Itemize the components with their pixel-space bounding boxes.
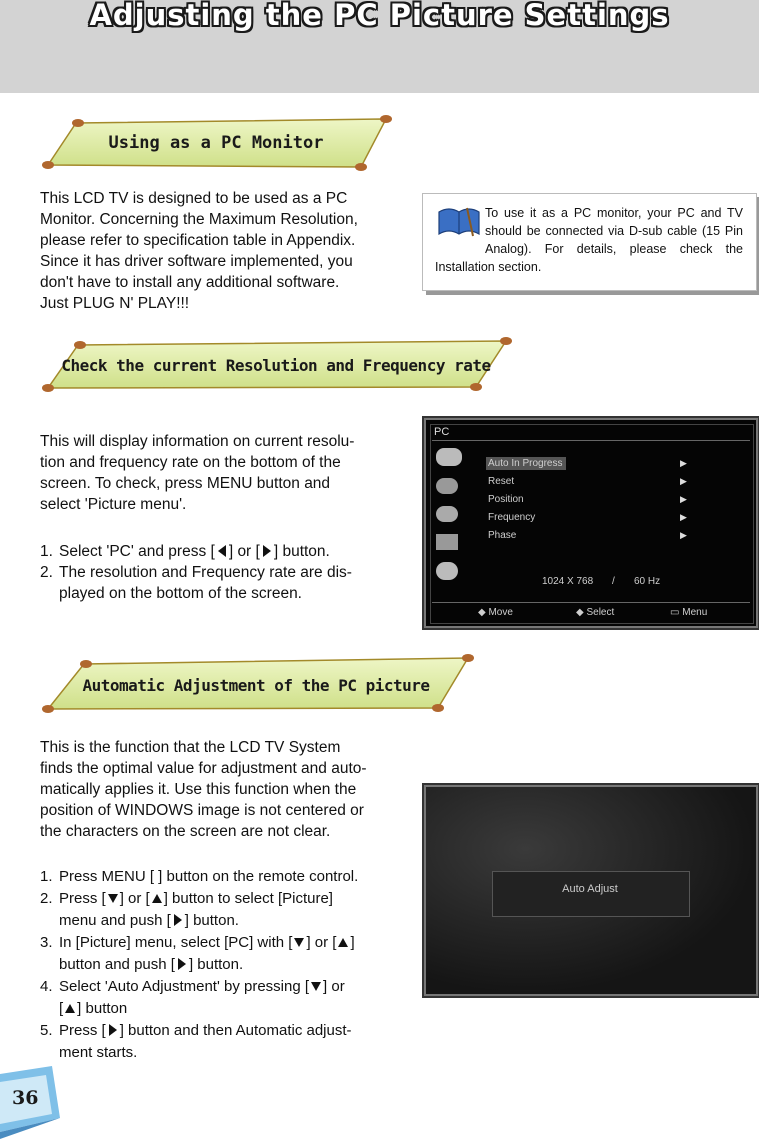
osd-screenshot-pc-menu [424, 418, 758, 628]
osd-separator: / [612, 576, 615, 587]
section-heading: Check the current Resolution and Frequency rate [61, 356, 491, 375]
text-line: matically applies it. Use this function when the [40, 781, 357, 798]
function-icon [436, 562, 458, 580]
step-number: 2. [40, 890, 53, 907]
list-item [40, 976, 385, 1020]
osd-resolution-readout: 1024 X 768 [542, 576, 594, 587]
step-text: The resolution and Frequency rate are dis- [59, 564, 352, 581]
list-item [40, 888, 385, 932]
step-text: ] button. [184, 912, 239, 929]
osd-screenshot-auto-adjust [424, 785, 758, 996]
chevron-right-icon: ▶ [680, 512, 687, 522]
picture-icon [436, 448, 462, 466]
setup-icon [436, 506, 458, 522]
osd-footer-move: ◆ Move [478, 607, 513, 618]
step-number: 2. [40, 564, 53, 581]
up-arrow-key-icon [151, 891, 163, 905]
text-line: This is the function that the LCD TV System [40, 739, 341, 756]
step-text: ment starts. [59, 1044, 138, 1061]
pc-monitor-paragraph [40, 188, 385, 314]
step-text: ] or [ [119, 890, 150, 907]
note-text: To use it as a PC monitor, your PC and TV should be connected via D-sub cable (15 Pin Analog). For details, please check the Installation section. [435, 206, 743, 274]
step-number: 1. [40, 543, 53, 560]
page-title: Adjusting the PC Picture Settings [89, 0, 670, 32]
up-arrow-key-icon [64, 1001, 76, 1015]
list-item [40, 562, 385, 604]
section-heading: Automatic Adjustment of the PC picture [82, 676, 430, 695]
step-number: 5. [40, 1022, 53, 1039]
step-text: button and push [ [59, 956, 175, 973]
text-line: don't have to install any additional software. [40, 274, 340, 291]
step-text: ] button and then Automatic adjust- [119, 1022, 352, 1039]
step-text: Select 'Auto Adjustment' by pressing [ [59, 978, 310, 995]
step-text: ] button to select [Picture] [163, 890, 333, 907]
auto-adjust-steps [40, 866, 385, 1064]
footer-label: Menu [682, 607, 708, 618]
text-line: finds the optimal value for adjustment and auto- [40, 760, 367, 777]
page-number: 36 [12, 1087, 39, 1109]
right-arrow-key-icon [176, 957, 188, 971]
section-banner-pc-monitor [36, 113, 396, 173]
osd-menu-item: Auto In Progress [488, 458, 563, 469]
chevron-right-icon: ▶ [680, 494, 687, 504]
down-arrow-key-icon [107, 891, 119, 905]
chevron-right-icon: ▶ [680, 458, 687, 468]
auto-adjust-paragraph [40, 737, 385, 842]
osd-frequency-readout: 60 Hz [634, 576, 661, 587]
step-text: Press [ [59, 890, 106, 907]
step-text: ] button. [188, 956, 244, 973]
osd-menu-item: Position [488, 494, 524, 505]
step-text: ] or [323, 978, 345, 995]
footer-label: Move [488, 607, 513, 618]
step-text: Press MENU [ ] button on the remote control. [59, 868, 359, 885]
list-item [40, 866, 385, 888]
step-text: ] or [ [306, 934, 337, 951]
down-arrow-key-icon [310, 979, 322, 993]
chevron-right-icon: ▶ [680, 530, 687, 540]
section-banner-resolution [36, 333, 516, 395]
step-text: In [Picture] menu, select [PC] with [ [59, 934, 293, 951]
list-item [40, 932, 385, 976]
left-arrow-key-icon [216, 544, 228, 558]
right-arrow-key-icon [107, 1023, 119, 1037]
text-line: please refer to specification table in Appendix. [40, 232, 356, 249]
osd-menu-item: Reset [488, 476, 515, 487]
text-line: screen. To check, press MENU button and [40, 475, 331, 492]
right-arrow-key-icon [172, 913, 184, 927]
osd-footer-menu: ▭ Menu [670, 607, 708, 618]
text-line: tion and frequency rate on the bottom of the [40, 454, 341, 471]
down-arrow-key-icon [293, 935, 305, 949]
step-number: 4. [40, 978, 53, 995]
step-text: played on the bottom of the screen. [59, 585, 302, 602]
resolution-paragraph [40, 431, 385, 515]
step-text: ] button [77, 1000, 128, 1017]
channel-icon [436, 534, 458, 550]
sound-icon [436, 478, 458, 494]
list-item [40, 541, 385, 562]
page-number-badge [0, 1062, 64, 1139]
list-item [40, 1020, 385, 1064]
text-line: select 'Picture menu'. [40, 496, 187, 513]
up-arrow-key-icon [337, 935, 349, 949]
step-number: 1. [40, 868, 53, 885]
text-line: Just PLUG N' PLAY!!! [40, 295, 190, 312]
chevron-right-icon: ▶ [680, 476, 687, 486]
text-line: the characters on the screen are not clear. [40, 823, 331, 840]
page-header [0, 0, 759, 93]
step-text: ] or [ [228, 543, 260, 560]
right-arrow-key-icon [261, 544, 273, 558]
step-text: ] [350, 934, 355, 951]
section-heading: Using as a PC Monitor [108, 133, 324, 153]
step-text: [ [59, 1000, 64, 1017]
step-text: Select 'PC' and press [ [59, 543, 215, 560]
osd-title: PC [434, 426, 450, 438]
text-line: This will display information on current resolu- [40, 433, 355, 450]
text-line: Monitor. Concerning the Maximum Resolution, [40, 211, 358, 228]
step-text: ] button. [273, 543, 330, 560]
text-line: position of WINDOWS image is not centered or [40, 802, 364, 819]
osd-menu-item: Frequency [488, 512, 536, 523]
osd-footer-select: ◆ Select [576, 607, 615, 618]
section-banner-auto-adjust [36, 652, 476, 716]
resolution-steps [40, 541, 385, 604]
osd-menu-item: Phase [488, 530, 517, 541]
osd-auto-adjust-label: Auto Adjust [562, 883, 618, 895]
osd-sidebar-icons [436, 448, 466, 598]
text-line: This LCD TV is designed to be used as a PC [40, 190, 348, 207]
text-line: Since it has driver software implemented, you [40, 253, 353, 270]
step-number: 3. [40, 934, 53, 951]
step-text: Press [ [59, 1022, 106, 1039]
step-text: menu and push [ [59, 912, 171, 929]
footer-label: Select [586, 607, 615, 618]
note-box [422, 193, 757, 291]
